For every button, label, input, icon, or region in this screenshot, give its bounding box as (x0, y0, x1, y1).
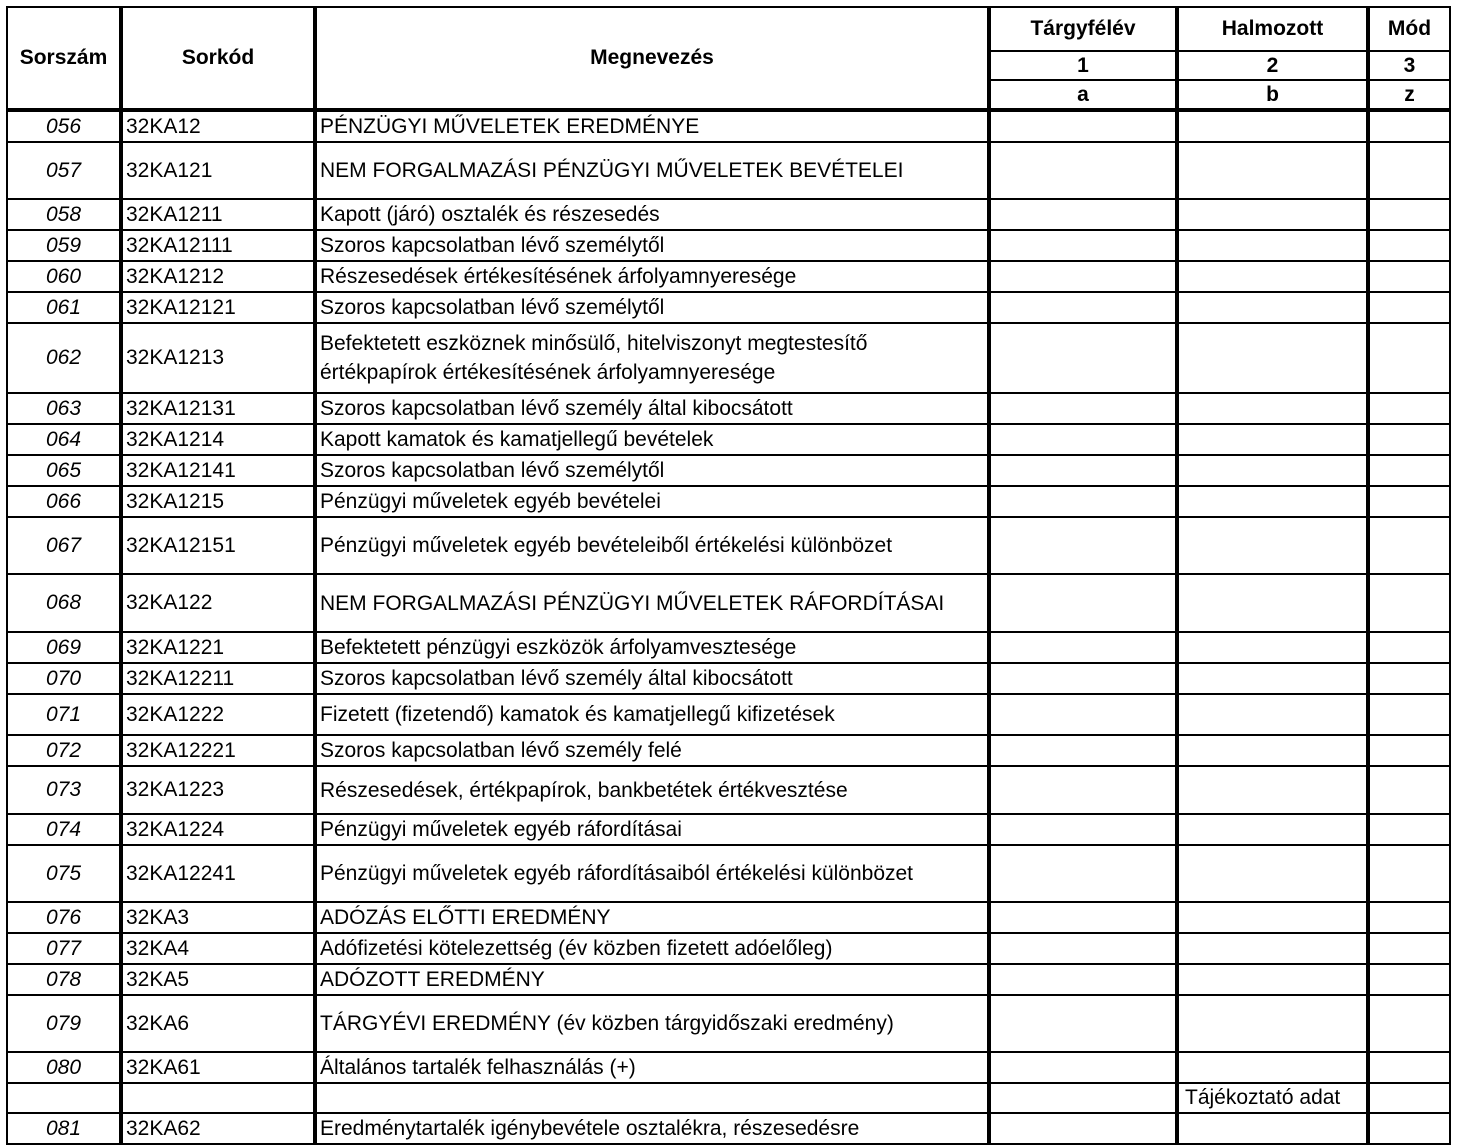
value-cell-halmozott[interactable] (1177, 632, 1368, 663)
value-cell-mod[interactable] (1368, 933, 1450, 964)
header-col-a: a (989, 80, 1177, 110)
value-cell-halmozott[interactable] (1177, 814, 1368, 845)
row-code: 32KA1222 (121, 694, 315, 735)
table-row (7, 261, 1450, 292)
value-cell-mod[interactable] (1368, 110, 1450, 142)
row-name: Pénzügyi műveletek egyéb ráfordításaiból értékelési különbözet (315, 845, 989, 902)
value-cell-mod[interactable] (1368, 574, 1450, 632)
value-cell-targyfelev[interactable] (989, 735, 1177, 766)
header-megnevezes: Megnevezés (315, 7, 989, 110)
value-cell-mod[interactable] (1368, 323, 1450, 393)
value-cell-mod[interactable] (1368, 393, 1450, 424)
value-cell-mod[interactable] (1368, 663, 1450, 694)
value-cell-targyfelev[interactable] (989, 1083, 1177, 1113)
row-name: Pénzügyi műveletek egyéb bevételei (315, 486, 989, 517)
header-col-b: b (1177, 80, 1368, 110)
table-row (7, 424, 1450, 455)
row-code: 32KA6 (121, 995, 315, 1052)
row-number: 079 (7, 995, 121, 1052)
info-label: Tájékoztató adat (1177, 1083, 1368, 1113)
row-name: Adófizetési kötelezettség (év közben fizetett adóelőleg) (315, 933, 989, 964)
value-cell-mod[interactable] (1368, 995, 1450, 1052)
value-cell-targyfelev[interactable] (989, 110, 1177, 142)
row-code: 32KA1224 (121, 814, 315, 845)
row-code: 32KA5 (121, 964, 315, 995)
row-number: 081 (7, 1113, 121, 1144)
value-cell-halmozott[interactable] (1177, 517, 1368, 574)
value-cell-halmozott[interactable] (1177, 393, 1368, 424)
row-code: 32KA1223 (121, 766, 315, 814)
table-row (7, 1052, 1450, 1083)
row-name: Részesedések értékesítésének árfolyamnyeresége (315, 261, 989, 292)
value-cell-targyfelev[interactable] (989, 230, 1177, 261)
row-name: Kapott (járó) osztalék és részesedés (315, 199, 989, 230)
header-col-z: z (1368, 80, 1450, 110)
row-name: Szoros kapcsolatban lévő személy felé (315, 735, 989, 766)
table-row (7, 964, 1450, 995)
row-number: 068 (7, 574, 121, 632)
row-name: Befektetett pénzügyi eszközök árfolyamvesztesége (315, 632, 989, 663)
value-cell-halmozott[interactable] (1177, 261, 1368, 292)
value-cell-targyfelev[interactable] (989, 574, 1177, 632)
row-number: 062 (7, 323, 121, 393)
value-cell-mod[interactable] (1368, 1083, 1450, 1113)
row-name: NEM FORGALMAZÁSI PÉNZÜGYI MŰVELETEK RÁFORDÍTÁSAI (315, 574, 989, 632)
row-number: 058 (7, 199, 121, 230)
row-code: 32KA1221 (121, 632, 315, 663)
row-name: Részesedések, értékpapírok, bankbetétek értékvesztése (315, 766, 989, 814)
value-cell-targyfelev[interactable] (989, 995, 1177, 1052)
row-name: Fizetett (fizetendő) kamatok és kamatjellegű kifizetések (315, 694, 989, 735)
table-row (7, 486, 1450, 517)
row-name: PÉNZÜGYI MŰVELETEK EREDMÉNYE (315, 110, 989, 142)
table-row (7, 517, 1450, 574)
row-number: 070 (7, 663, 121, 694)
header-sorkod: Sorkód (121, 7, 315, 110)
value-cell-halmozott[interactable] (1177, 230, 1368, 261)
row-name: Pénzügyi műveletek egyéb bevételeiből értékelési különbözet (315, 517, 989, 574)
header-col-1: 1 (989, 51, 1177, 80)
value-cell-targyfelev[interactable] (989, 766, 1177, 814)
row-number: 060 (7, 261, 121, 292)
value-cell-targyfelev[interactable] (989, 292, 1177, 323)
value-cell-mod[interactable] (1368, 486, 1450, 517)
value-cell-targyfelev[interactable] (989, 663, 1177, 694)
table-row (7, 845, 1450, 902)
row-name (315, 1083, 989, 1113)
row-number: 078 (7, 964, 121, 995)
value-cell-halmozott[interactable] (1177, 424, 1368, 455)
row-number (7, 1083, 121, 1113)
value-cell-targyfelev[interactable] (989, 199, 1177, 230)
value-cell-mod[interactable] (1368, 632, 1450, 663)
table-row (7, 393, 1450, 424)
table-row (7, 1113, 1450, 1144)
row-code: 32KA1215 (121, 486, 315, 517)
value-cell-mod[interactable] (1368, 455, 1450, 486)
table-row (7, 995, 1450, 1052)
value-cell-targyfelev[interactable] (989, 455, 1177, 486)
value-cell-targyfelev[interactable] (989, 964, 1177, 995)
row-code: 32KA62 (121, 1113, 315, 1144)
row-name: Pénzügyi műveletek egyéb ráfordításai (315, 814, 989, 845)
value-cell-halmozott[interactable] (1177, 902, 1368, 933)
value-cell-targyfelev[interactable] (989, 632, 1177, 663)
row-name: Befektetett eszköznek minősülő, hitelviszonyt megtestesítő értékpapírok értékesítésének árfolyamnyeresége (315, 323, 989, 393)
header-halmozott: Halmozott (1177, 7, 1368, 51)
value-cell-mod[interactable] (1368, 964, 1450, 995)
row-code: 32KA1214 (121, 424, 315, 455)
row-code: 32KA12131 (121, 393, 315, 424)
table-row (7, 199, 1450, 230)
value-cell-halmozott[interactable] (1177, 455, 1368, 486)
value-cell-halmozott[interactable] (1177, 323, 1368, 393)
value-cell-mod[interactable] (1368, 766, 1450, 814)
row-number: 057 (7, 142, 121, 199)
row-number: 056 (7, 110, 121, 142)
row-number: 066 (7, 486, 121, 517)
row-number: 071 (7, 694, 121, 735)
row-name: Kapott kamatok és kamatjellegű bevételek (315, 424, 989, 455)
table-row (7, 735, 1450, 766)
row-name: Szoros kapcsolatban lévő személytől (315, 292, 989, 323)
row-code (121, 1083, 315, 1113)
table-row (7, 694, 1450, 735)
value-cell-mod[interactable] (1368, 292, 1450, 323)
header-sorszam: Sorszám (7, 7, 121, 110)
value-cell-mod[interactable] (1368, 902, 1450, 933)
row-number: 059 (7, 230, 121, 261)
table-row (7, 933, 1450, 964)
row-code: 32KA12211 (121, 663, 315, 694)
row-code: 32KA12241 (121, 845, 315, 902)
value-cell-targyfelev[interactable] (989, 424, 1177, 455)
value-cell-targyfelev[interactable] (989, 902, 1177, 933)
value-cell-mod[interactable] (1368, 230, 1450, 261)
table-row (7, 632, 1450, 663)
value-cell-halmozott[interactable] (1177, 964, 1368, 995)
value-cell-halmozott[interactable] (1177, 694, 1368, 735)
row-name: Szoros kapcsolatban lévő személytől (315, 455, 989, 486)
value-cell-halmozott[interactable] (1177, 845, 1368, 902)
value-cell-mod[interactable] (1368, 845, 1450, 902)
row-name: Szoros kapcsolatban lévő személy által kibocsátott (315, 393, 989, 424)
row-name: Eredménytartalék igénybevétele osztalékra, részesedésre (315, 1113, 989, 1144)
value-cell-targyfelev[interactable] (989, 323, 1177, 393)
row-number: 076 (7, 902, 121, 933)
table-row (7, 574, 1450, 632)
row-name: ADÓZOTT EREDMÉNY (315, 964, 989, 995)
row-name: ADÓZÁS ELŐTTI EREDMÉNY (315, 902, 989, 933)
row-code: 32KA1212 (121, 261, 315, 292)
row-number: 069 (7, 632, 121, 663)
value-cell-halmozott[interactable] (1177, 933, 1368, 964)
row-code: 32KA1211 (121, 199, 315, 230)
value-cell-targyfelev[interactable] (989, 517, 1177, 574)
value-cell-mod[interactable] (1368, 1113, 1450, 1144)
row-code: 32KA122 (121, 574, 315, 632)
row-number: 077 (7, 933, 121, 964)
report-table (6, 6, 1451, 1145)
row-number: 061 (7, 292, 121, 323)
value-cell-mod[interactable] (1368, 199, 1450, 230)
header-targyfelev: Tárgyfélév (989, 7, 1177, 51)
value-cell-targyfelev[interactable] (989, 261, 1177, 292)
table-row (7, 663, 1450, 694)
row-name: Általános tartalék felhasználás (+) (315, 1052, 989, 1083)
row-code: 32KA12151 (121, 517, 315, 574)
row-number: 067 (7, 517, 121, 574)
value-cell-halmozott[interactable] (1177, 766, 1368, 814)
table-row (7, 230, 1450, 261)
value-cell-halmozott[interactable] (1177, 292, 1368, 323)
row-number: 080 (7, 1052, 121, 1083)
row-code: 32KA61 (121, 1052, 315, 1083)
value-cell-targyfelev[interactable] (989, 694, 1177, 735)
row-number: 063 (7, 393, 121, 424)
value-cell-halmozott[interactable] (1177, 1113, 1368, 1144)
row-name: NEM FORGALMAZÁSI PÉNZÜGYI MŰVELETEK BEVÉTELEI (315, 142, 989, 199)
table-row (7, 902, 1450, 933)
value-cell-targyfelev[interactable] (989, 393, 1177, 424)
row-number: 073 (7, 766, 121, 814)
value-cell-mod[interactable] (1368, 694, 1450, 735)
value-cell-halmozott[interactable] (1177, 663, 1368, 694)
value-cell-halmozott[interactable] (1177, 199, 1368, 230)
row-code: 32KA12111 (121, 230, 315, 261)
row-code: 32KA12141 (121, 455, 315, 486)
value-cell-mod[interactable] (1368, 735, 1450, 766)
value-cell-targyfelev[interactable] (989, 1113, 1177, 1144)
value-cell-halmozott[interactable] (1177, 574, 1368, 632)
table-body (7, 110, 1450, 1144)
header-col-2: 2 (1177, 51, 1368, 80)
header-mod: Mód (1368, 7, 1450, 51)
row-code: 32KA12221 (121, 735, 315, 766)
row-number: 064 (7, 424, 121, 455)
row-code: 32KA12121 (121, 292, 315, 323)
table-row (7, 292, 1450, 323)
row-code: 32KA4 (121, 933, 315, 964)
table-row (7, 142, 1450, 199)
row-name: TÁRGYÉVI EREDMÉNY (év közben tárgyidőszaki eredmény) (315, 995, 989, 1052)
row-code: 32KA1213 (121, 323, 315, 393)
row-number: 074 (7, 814, 121, 845)
value-cell-halmozott[interactable] (1177, 1052, 1368, 1083)
row-name: Szoros kapcsolatban lévő személy által kibocsátott (315, 663, 989, 694)
value-cell-mod[interactable] (1368, 1052, 1450, 1083)
value-cell-halmozott[interactable] (1177, 142, 1368, 199)
row-name: Szoros kapcsolatban lévő személytől (315, 230, 989, 261)
value-cell-mod[interactable] (1368, 261, 1450, 292)
value-cell-mod[interactable] (1368, 814, 1450, 845)
value-cell-halmozott[interactable] (1177, 735, 1368, 766)
table-row (7, 323, 1450, 393)
table-row (7, 766, 1450, 814)
table-row (7, 1083, 1450, 1113)
header-col-3: 3 (1368, 51, 1450, 80)
value-cell-halmozott[interactable] (1177, 486, 1368, 517)
value-cell-targyfelev[interactable] (989, 486, 1177, 517)
row-code: 32KA121 (121, 142, 315, 199)
value-cell-targyfelev[interactable] (989, 142, 1177, 199)
value-cell-mod[interactable] (1368, 142, 1450, 199)
value-cell-targyfelev[interactable] (989, 1052, 1177, 1083)
row-number: 065 (7, 455, 121, 486)
table-row (7, 455, 1450, 486)
value-cell-mod[interactable] (1368, 424, 1450, 455)
table-row (7, 110, 1450, 142)
value-cell-mod[interactable] (1368, 517, 1450, 574)
value-cell-halmozott[interactable] (1177, 995, 1368, 1052)
value-cell-halmozott[interactable] (1177, 110, 1368, 142)
row-number: 072 (7, 735, 121, 766)
row-number: 075 (7, 845, 121, 902)
row-code: 32KA12 (121, 110, 315, 142)
value-cell-targyfelev[interactable] (989, 814, 1177, 845)
value-cell-targyfelev[interactable] (989, 845, 1177, 902)
table-row (7, 814, 1450, 845)
value-cell-targyfelev[interactable] (989, 933, 1177, 964)
row-code: 32KA3 (121, 902, 315, 933)
